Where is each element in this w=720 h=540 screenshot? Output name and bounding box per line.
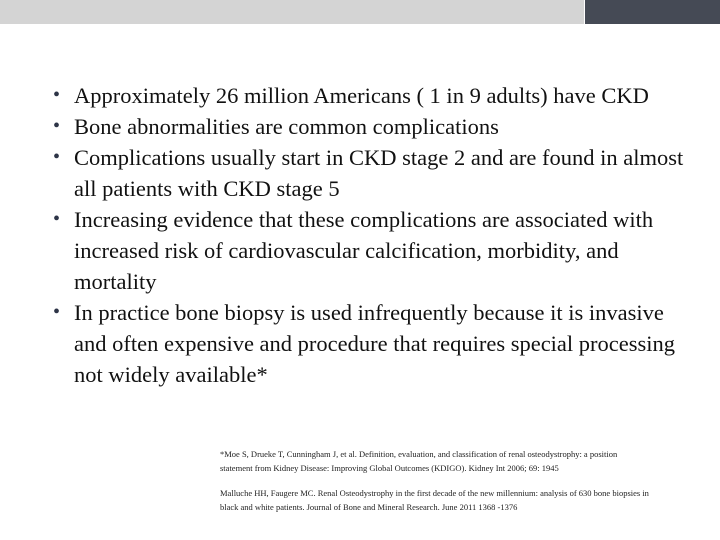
- reference-footnote-malluche: Malluche HH, Faugere MC. Renal Osteodystrophy in the first decade of the new millennium: analysis of 630 bone biopsies in black and white patients. Journal of Bone and Mineral Research. June 2011 1368 -1376: [220, 488, 649, 512]
- bullet-icon: •: [53, 146, 61, 168]
- bullet-item: [52, 80, 688, 111]
- title-bar-light-segment: [0, 0, 584, 24]
- bullet-item: [52, 111, 688, 142]
- bullet-list: [52, 80, 688, 390]
- title-bar-dark-segment: [585, 0, 720, 24]
- bullet-text: Complications usually start in CKD stage 2 and are found in almost all patients with CKD stage 5: [74, 145, 684, 201]
- bullet-icon: •: [53, 208, 61, 230]
- reference-footnote-kdigo: *Moe S, Drueke T, Cunningham J, et al. Definition, evaluation, and classification of renal osteodystrophy: a position statement from Kidney Disease: Improving Global Outcomes (KDIGO). Kidney Int 2006; 69: 1945: [220, 449, 618, 473]
- bullet-icon: •: [53, 115, 61, 137]
- bullet-item: [52, 204, 688, 297]
- bullet-item: [52, 297, 688, 390]
- bullet-text: In practice bone biopsy is used infrequently because it is invasive and often expensive and procedure that requires special processing not widely available*: [74, 300, 676, 387]
- bullet-icon: •: [53, 84, 61, 106]
- bullet-text: Increasing evidence that these complications are associated with increased risk of cardiovascular calcification, morbidity, and mortality: [74, 207, 654, 294]
- bullet-icon: •: [53, 301, 61, 323]
- title-bar: [0, 0, 720, 24]
- bullet-text: Bone abnormalities are common complications: [74, 114, 499, 139]
- bullet-item: [52, 142, 688, 204]
- bullet-text: Approximately 26 million Americans ( 1 in 9 adults) have CKD: [74, 83, 649, 108]
